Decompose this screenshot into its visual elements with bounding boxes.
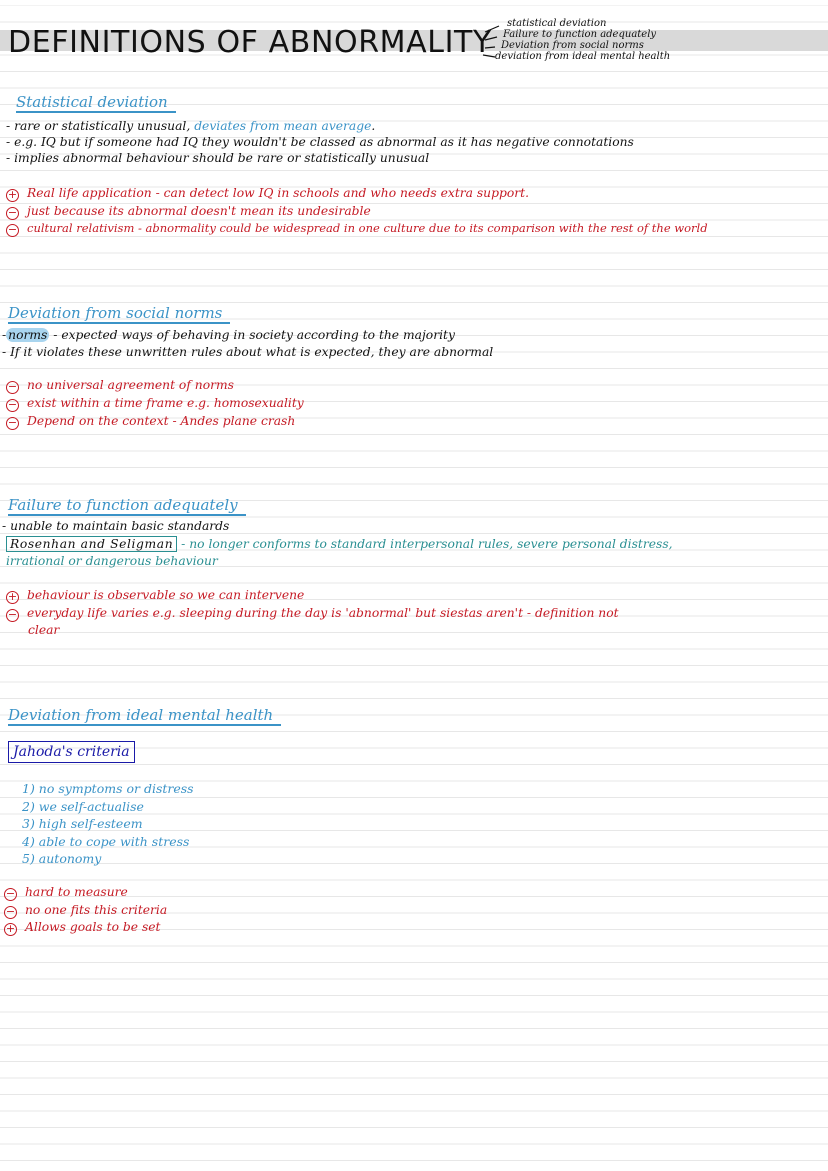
criteria-item: 2) we self-actualise xyxy=(22,798,144,814)
social-point-3 xyxy=(6,413,295,430)
title-summary-item: Failure to function adequately xyxy=(503,29,657,40)
norms-highlight: norms xyxy=(8,328,48,342)
statistical-point-1-text: Real life application - can detect low IQ in schools and who needs extra support. xyxy=(27,186,529,200)
ideal-point-2-text: no one fits this criteria xyxy=(25,903,168,917)
ideal-point-2 xyxy=(4,902,167,919)
failure-line-3: irrational or dangerous behaviour xyxy=(6,554,218,568)
statistical-line-1 xyxy=(6,118,375,134)
social-point-2-text: exist within a time frame e.g. homosexuality xyxy=(27,396,304,410)
minus-circle-icon: − xyxy=(7,223,18,236)
jahoda-criteria-list xyxy=(22,780,194,868)
criteria-item: 4) able to cope with stress xyxy=(22,833,190,849)
title-summary-item: deviation from ideal mental health xyxy=(495,51,671,62)
heading-ideal-mental-health: Deviation from ideal mental health xyxy=(8,706,274,724)
plus-circle-icon: + xyxy=(5,922,16,935)
heading-statistical-deviation: Statistical deviation xyxy=(16,93,168,111)
title-summary-item: Deviation from social norms xyxy=(501,40,644,51)
social-point-2 xyxy=(6,395,304,412)
minus-circle-icon: − xyxy=(7,608,18,621)
rosenhan-seligman-box: Rosenhan and Seligman xyxy=(6,536,177,552)
statistical-line-1-text: - rare or statistically unusual, xyxy=(6,119,195,133)
minus-circle-icon: − xyxy=(5,887,16,900)
failure-point-2 xyxy=(6,605,619,622)
social-line-2: - If it violates these unwritten rules about what is expected, they are abnormal xyxy=(2,345,494,359)
heading-social-norms: Deviation from social norms xyxy=(8,304,223,322)
heading-failure-to-function: Failure to function adequately xyxy=(8,496,238,514)
statistical-point-2 xyxy=(6,203,371,220)
plus-circle-icon: + xyxy=(7,188,18,201)
ideal-point-3-text: Allows goals to be set xyxy=(25,920,161,934)
failure-line-2 xyxy=(6,536,673,552)
social-line-1 xyxy=(2,327,455,343)
criteria-item: 5) autonomy xyxy=(22,851,102,866)
social-line-1-text: - expected ways of behaving in society according to the majority xyxy=(49,328,455,342)
statistical-line-2: - e.g. IQ but if someone had IQ they wouldn't be classed as abnormal as it has negative connotations xyxy=(6,135,634,149)
page-title: DEFINITIONS OF ABNORMALITY xyxy=(8,25,492,60)
failure-point-1-text: behaviour is observable so we can intervene xyxy=(27,588,305,602)
minus-circle-icon: − xyxy=(7,206,18,219)
social-point-1-text: no universal agreement of norms xyxy=(27,378,234,392)
statistical-point-2-text: just because its abnormal doesn't mean its undesirable xyxy=(27,204,371,218)
title-summary-item: statistical deviation xyxy=(507,18,607,29)
ideal-point-3 xyxy=(4,919,161,936)
statistical-line-1-end: . xyxy=(371,119,376,133)
social-line-1-dash: - xyxy=(2,328,7,342)
statistical-point-1 xyxy=(6,185,529,202)
failure-line-2-text: - no longer conforms to standard interpersonal rules, severe personal distress, xyxy=(177,537,673,551)
plus-circle-icon: + xyxy=(7,590,18,603)
minus-circle-icon: − xyxy=(7,398,18,411)
criteria-item: 3) high self-esteem xyxy=(22,816,143,831)
statistical-line-1-highlight: deviates from mean average xyxy=(194,119,372,133)
failure-point-1 xyxy=(6,587,304,604)
statistical-point-3-text: cultural relativism - abnormality could be widespread in one culture due to its comparison with the rest of the world xyxy=(27,221,708,235)
failure-point-2-continuation: clear xyxy=(28,623,60,637)
failure-point-2-text: everyday life varies e.g. sleeping during the day is 'abnormal' but siestas aren't - definition not xyxy=(27,606,619,620)
statistical-line-3: - implies abnormal behaviour should be rare or statistically unusual xyxy=(6,151,430,165)
social-point-1 xyxy=(6,377,234,394)
ideal-point-1-text: hard to measure xyxy=(25,885,128,899)
statistical-point-3 xyxy=(6,220,708,237)
ideal-point-1 xyxy=(4,884,128,901)
minus-circle-icon: − xyxy=(7,416,18,429)
failure-line-1: - unable to maintain basic standards xyxy=(2,519,230,533)
minus-circle-icon: − xyxy=(7,380,18,393)
title-summary-list xyxy=(495,18,670,62)
minus-circle-icon: − xyxy=(5,905,16,918)
criteria-item: 1) no symptoms or distress xyxy=(22,781,194,796)
jahoda-criteria-box: Jahoda's criteria xyxy=(8,741,135,763)
social-point-3-text: Depend on the context - Andes plane crash xyxy=(27,414,296,428)
